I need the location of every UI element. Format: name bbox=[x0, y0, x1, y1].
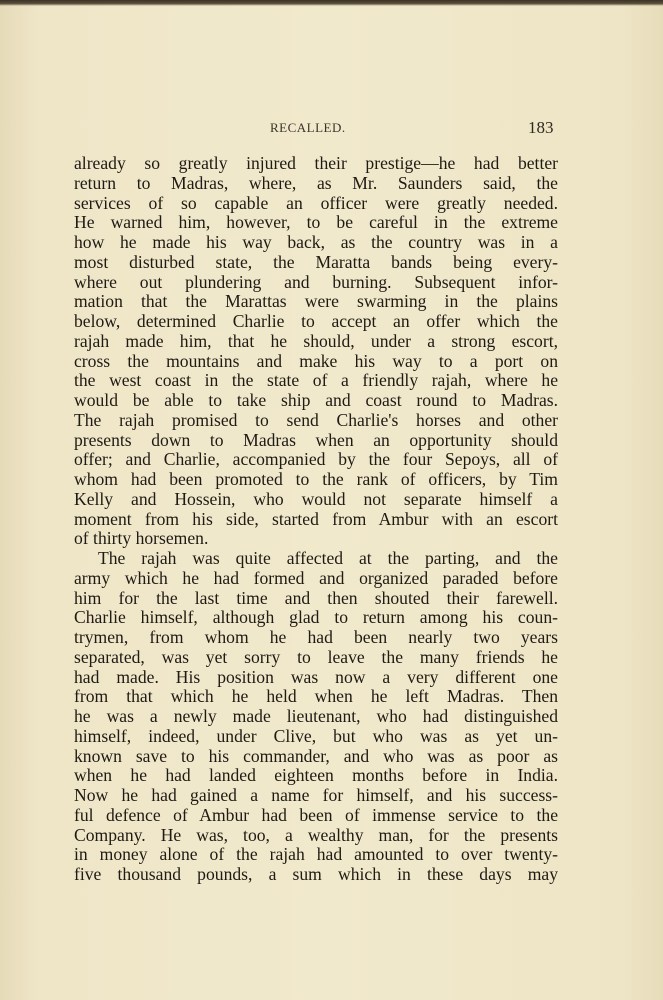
text-line-paragraph-start: The rajah was quite affected at the parting, and the bbox=[98, 548, 558, 568]
text-line: how he made his way back, as the country was in a bbox=[74, 232, 558, 252]
text-line: mation that the Marattas were swarming in the plains bbox=[74, 291, 558, 312]
text-line: The rajah promised to send Charlie's horses and other bbox=[74, 409, 558, 430]
text-line: cross the mountains and make his way to a port on bbox=[74, 350, 558, 371]
text-line: where out plundering and burning. Subsequent infor- bbox=[74, 271, 558, 292]
text-line: return to Madras, where, as Mr. Saunders said, the bbox=[74, 172, 558, 193]
text-line: five thousand pounds, a sum which in these days may bbox=[74, 864, 558, 884]
text-line: would be able to take ship and coast round to Madras. bbox=[74, 390, 558, 410]
text-line: from that which he held when he left Madras. Then bbox=[74, 686, 558, 707]
text-line-paragraph-end: of thirty horsemen. bbox=[74, 528, 209, 549]
text-line: known save to his commander, and who was as poor as bbox=[74, 745, 558, 766]
text-line: he was a newly made lieutenant, who had distinguished bbox=[74, 706, 558, 726]
text-line: below, determined Charlie to accept an offer which the bbox=[74, 311, 558, 331]
page-top-edge bbox=[0, 0, 663, 6]
text-line: in money alone of the rajah had amounted to over twenty- bbox=[74, 844, 558, 865]
text-line: separated, was yet sorry to leave the many friends he bbox=[74, 646, 558, 667]
running-head: RECALLED. bbox=[270, 120, 346, 135]
text-line: Company. He was, too, a wealthy man, for the presents bbox=[74, 824, 558, 845]
text-line: trymen, from whom he had been nearly two years bbox=[74, 627, 558, 647]
text-line: Charlie himself, although glad to return among his coun- bbox=[74, 607, 558, 628]
body-text bbox=[74, 154, 558, 885]
text-line: services of so capable an officer were greatly needed. bbox=[74, 192, 558, 213]
text-line: presents down to Madras when an opportunity should bbox=[74, 429, 558, 450]
page-number: 183 bbox=[528, 118, 554, 137]
text-line: most disturbed state, the Maratta bands being every- bbox=[74, 251, 558, 272]
page-header bbox=[0, 118, 663, 140]
text-line: rajah made him, that he should, under a strong escort, bbox=[74, 330, 558, 351]
text-line: the west coast in the state of a friendly rajah, where he bbox=[74, 370, 558, 391]
text-line: moment from his side, started from Ambur with an escort bbox=[74, 508, 558, 529]
text-line: himself, indeed, under Clive, but who was as yet un- bbox=[74, 725, 558, 746]
text-line: whom had been promoted to the rank of officers, by Tim bbox=[74, 469, 558, 489]
text-line: army which he had formed and organized paraded before bbox=[74, 567, 558, 588]
text-line: him for the last time and then shouted their farewell. bbox=[74, 587, 558, 608]
text-line: He warned him, however, to be careful in the extreme bbox=[74, 212, 558, 233]
text-line: already so greatly injured their prestige—he had better bbox=[74, 153, 558, 173]
text-line: Kelly and Hossein, who would not separate himself a bbox=[74, 488, 558, 509]
text-line: ful defence of Ambur had been of immense service to the bbox=[74, 804, 558, 825]
text-line: offer; and Charlie, accompanied by the four Sepoys, all of bbox=[74, 449, 558, 470]
text-line: Now he had gained a name for himself, and his success- bbox=[74, 785, 558, 805]
text-line: had made. His position was now a very different one bbox=[74, 666, 558, 687]
text-line: when he had landed eighteen months before in India. bbox=[74, 765, 558, 786]
